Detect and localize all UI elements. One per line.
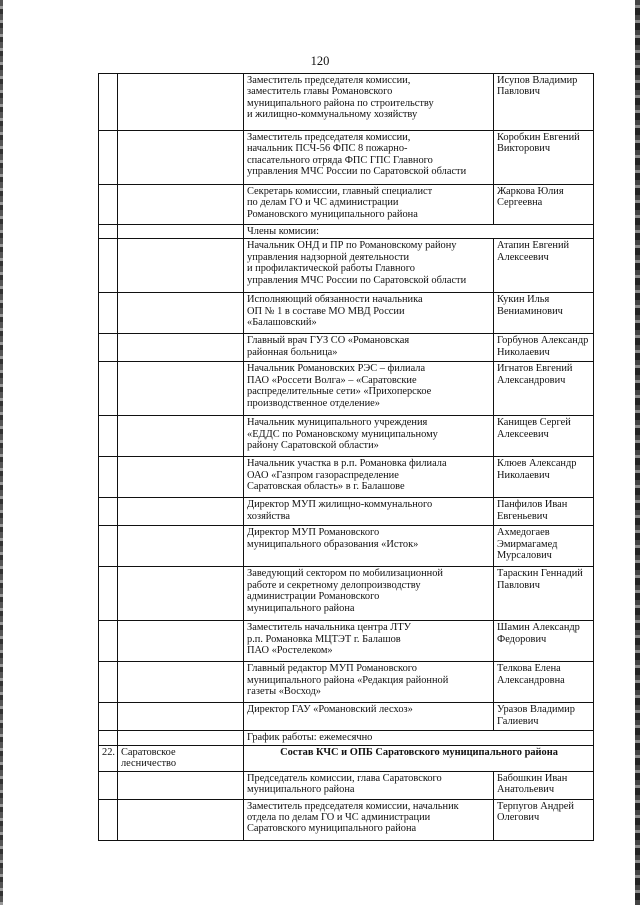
organization-cell xyxy=(118,799,244,840)
table-row xyxy=(99,799,594,840)
table-row xyxy=(99,239,594,293)
position-cell: Заведующий сектором по мобилизационной работе и секретному делопроизводству администрации Романовского муниципального района xyxy=(244,567,494,621)
row-number-cell xyxy=(99,498,118,526)
position-cell: Секретарь комиссии, главный специалист по делам ГО и ЧС администрации Романовского муниципального района xyxy=(244,185,494,225)
position-cell: Главный редактор МУП Романовского муниципального района «Редакция районной газеты «Восход» xyxy=(244,662,494,703)
organization-cell xyxy=(118,457,244,498)
row-number-cell xyxy=(99,239,118,293)
organization-cell xyxy=(118,567,244,621)
row-number-cell xyxy=(99,621,118,662)
organization-cell xyxy=(118,416,244,457)
position-cell: Заместитель начальника центра ЛТУ р.п. Романовка МЦТЭТ г. Балашов ПАО «Ростелеком» xyxy=(244,621,494,662)
organization-cell xyxy=(118,703,244,731)
organization-cell xyxy=(118,362,244,416)
row-number-cell xyxy=(99,185,118,225)
organization-cell: Саратовское лесничество xyxy=(118,745,244,771)
person-name-cell: Жаркова Юлия Сергеевна xyxy=(494,185,594,225)
position-cell: Начальник ОНД и ПР по Романовскому району управления надзорной деятельности и профилактической работы Главного управления МЧС России по Саратовской области xyxy=(244,239,494,293)
row-number-cell xyxy=(99,731,118,745)
row-number-cell xyxy=(99,131,118,185)
row-number-cell xyxy=(99,771,118,799)
members-label: Члены комисии: xyxy=(244,225,594,239)
table-row xyxy=(99,731,594,745)
position-cell: Заместитель председателя комиссии, заместитель главы Романовского муниципального района по строительству и жилищно-коммунальному хозяйству xyxy=(244,74,494,131)
page-number: 120 xyxy=(310,54,330,68)
position-cell: Заместитель председателя комиссии, начальник отдела по делам ГО и ЧС администрации Саратовского муниципального района xyxy=(244,799,494,840)
organization-cell xyxy=(118,771,244,799)
person-name-cell: Телкова Елена Александровна xyxy=(494,662,594,703)
row-number-cell xyxy=(99,662,118,703)
commission-table xyxy=(98,73,594,841)
organization-cell xyxy=(118,731,244,745)
organization-cell xyxy=(118,662,244,703)
person-name-cell: Атапин Евгений Алексеевич xyxy=(494,239,594,293)
person-name-cell: Уразов Владимир Галиевич xyxy=(494,703,594,731)
position-cell: Директор МУП жилищно-коммунального хозяйства xyxy=(244,498,494,526)
table-row xyxy=(99,703,594,731)
row-number-cell xyxy=(99,457,118,498)
table-row xyxy=(99,131,594,185)
position-cell: Директор ГАУ «Романовский лесхоз» xyxy=(244,703,494,731)
table-row xyxy=(99,293,594,334)
table-row xyxy=(99,498,594,526)
organization-cell xyxy=(118,498,244,526)
person-name-cell: Горбунов Александр Николаевич xyxy=(494,334,594,362)
position-cell: Начальник Романовских РЭС – филиала ПАО «Россети Волга» – «Саратовские распределительные сети» «Прихоперское производственное отделение» xyxy=(244,362,494,416)
person-name-cell: Ахмедогаев Эмирмагамед Мурсалович xyxy=(494,526,594,567)
row-number-cell xyxy=(99,293,118,334)
person-name-cell: Кукин Илья Вениаминович xyxy=(494,293,594,334)
organization-cell xyxy=(118,225,244,239)
organization-cell xyxy=(118,74,244,131)
table-row xyxy=(99,334,594,362)
position-cell: Председатель комиссии, глава Саратовского муниципального района xyxy=(244,771,494,799)
table-row xyxy=(99,185,594,225)
row-number-cell xyxy=(99,74,118,131)
person-name-cell: Бабошкин Иван Анатольевич xyxy=(494,771,594,799)
person-name-cell: Исупов Владимир Павлович xyxy=(494,74,594,131)
row-number-cell xyxy=(99,567,118,621)
position-cell: Начальник участка в р.п. Романовка филиала ОАО «Газпром газораспределение Саратовская область» в г. Балашове xyxy=(244,457,494,498)
table-row xyxy=(99,621,594,662)
position-cell: Заместитель председателя комиссии, начальник ПСЧ-56 ФПС 8 пожарно- спасательного отряда ФПС ГПС Главного управления МЧС России по Саратовской области xyxy=(244,131,494,185)
person-name-cell: Панфилов Иван Евгеньевич xyxy=(494,498,594,526)
organization-cell xyxy=(118,185,244,225)
table-row xyxy=(99,362,594,416)
organization-cell xyxy=(118,334,244,362)
person-name-cell: Тараскин Геннадий Павлович xyxy=(494,567,594,621)
scan-edge-right xyxy=(635,0,640,905)
row-number-cell xyxy=(99,334,118,362)
row-number-cell xyxy=(99,799,118,840)
table-row xyxy=(99,745,594,771)
schedule-note: График работы: ежемесячно xyxy=(244,731,594,745)
table-row xyxy=(99,771,594,799)
row-number-cell xyxy=(99,526,118,567)
person-name-cell: Коробкин Евгений Викторович xyxy=(494,131,594,185)
row-number-cell xyxy=(99,362,118,416)
row-number-cell: 22. xyxy=(99,745,118,771)
table-row xyxy=(99,416,594,457)
table-row xyxy=(99,526,594,567)
position-cell: Главный врач ГУЗ СО «Романовская районная больница» xyxy=(244,334,494,362)
row-number-cell xyxy=(99,416,118,457)
position-cell: Начальник муниципального учреждения «ЕДДС по Романовскому муниципальному району Саратовской области» xyxy=(244,416,494,457)
person-name-cell: Терпугов Андрей Олегович xyxy=(494,799,594,840)
section-heading: Состав КЧС и ОПБ Саратовского муниципального района xyxy=(244,745,594,771)
organization-cell xyxy=(118,293,244,334)
table-row xyxy=(99,457,594,498)
position-cell: Директор МУП Романовского муниципального образования «Исток» xyxy=(244,526,494,567)
row-number-cell xyxy=(99,703,118,731)
table-row xyxy=(99,662,594,703)
person-name-cell: Шамин Александр Федорович xyxy=(494,621,594,662)
organization-cell xyxy=(118,239,244,293)
person-name-cell: Клюев Александр Николаевич xyxy=(494,457,594,498)
table-row xyxy=(99,567,594,621)
position-cell: Исполняющий обязанности начальника ОП № 1 в составе МО МВД России «Балашовский» xyxy=(244,293,494,334)
organization-cell xyxy=(118,131,244,185)
row-number-cell xyxy=(99,225,118,239)
organization-cell xyxy=(118,621,244,662)
scan-edge-left xyxy=(0,0,3,905)
person-name-cell: Игнатов Евгений Александрович xyxy=(494,362,594,416)
table-row xyxy=(99,225,594,239)
organization-cell xyxy=(118,526,244,567)
table-row xyxy=(99,74,594,131)
person-name-cell: Канищев Сергей Алексеевич xyxy=(494,416,594,457)
